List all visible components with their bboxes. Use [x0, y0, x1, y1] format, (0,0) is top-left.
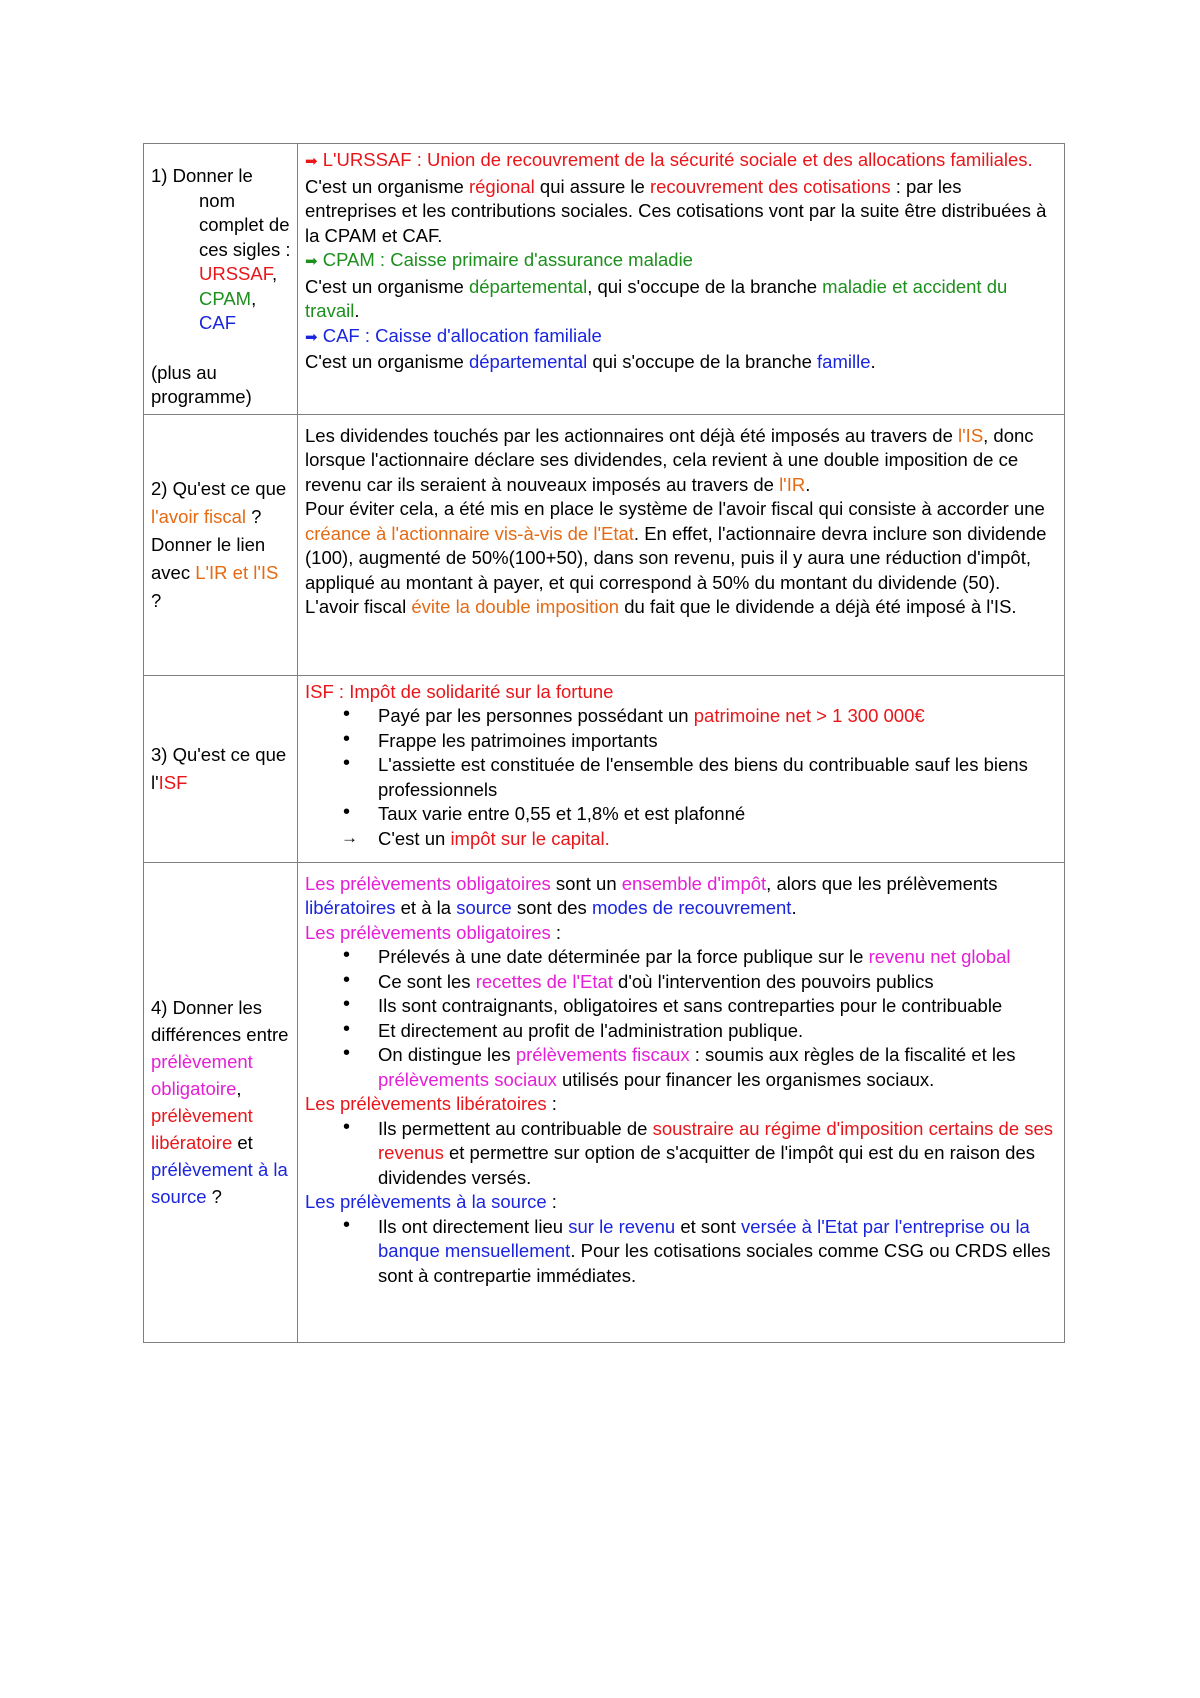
- arrow-icon: ➡: [305, 253, 318, 270]
- avoir-fiscal-p3: L'avoir fiscal évite la double imposition du fait que le dividende a déjà été imposé à l'IS.: [305, 596, 1017, 617]
- list-item: • L'assiette est constituée de l'ensemble des biens du contribuable sauf les biens professionnels: [378, 753, 1058, 802]
- question-1-note: (plus au programme): [151, 361, 252, 407]
- question-cell-4: [144, 862, 298, 1342]
- table-row: [144, 675, 1065, 862]
- list-item: • Ils sont contraignants, obligatoires et sans contreparties pour le contribuable: [378, 994, 1058, 1019]
- answer-cell-2: [298, 414, 1065, 675]
- list-item: • Prélevés à une date déterminée par la force publique sur le revenu net global: [378, 945, 1058, 970]
- acronym-cpam: CPAM: [199, 287, 252, 309]
- arrow-icon: ➡: [305, 153, 318, 170]
- caf-title: ➡ CAF : Caisse d'allocation familiale: [305, 324, 602, 346]
- table-row: [144, 144, 1065, 415]
- question-cell-2: [144, 414, 298, 675]
- question-3: 3) Qu'est ce que l'ISF: [151, 743, 287, 793]
- arrow-icon: ➡: [305, 328, 318, 346]
- table-row: [144, 414, 1065, 675]
- table-row: [144, 862, 1065, 1342]
- answer-cell-1: [298, 144, 1065, 415]
- list-item: • Ils ont directement lieu sur le revenu et sont versée à l'Etat par l'entreprise ou la banque mensuellement. Pour les cotisations sociales comme CSG ou CRDS elles sont à contrepartie immédiates.: [378, 1215, 1058, 1289]
- cpam-title: ➡ CPAM : Caisse primaire d'assurance maladie: [305, 249, 693, 270]
- avoir-fiscal-p2: Pour éviter cela, a été mis en place le système de l'avoir fiscal qui consiste à accorder une créance à l'actionnaire vis-à-vis de l'Etat. En effet, l'actionnaire devra inclure son dividende (100), augmenté de 50%(100+50), dans son revenu, puis il y aura une réduction d'impôt, appliqué au montant à payer, et qui correspond à 50% du montant du dividende (50).: [305, 498, 1047, 593]
- acronym-urssaf: URSSAF: [199, 263, 272, 284]
- qa-table: [143, 143, 1065, 1343]
- question-cell-1: [144, 144, 298, 415]
- urssaf-description: C'est un organisme régional qui assure le recouvrement des cotisations : par les entreprises et les contributions sociales. Ces cotisations vont par la suite être distribuées à la CPAM et CAF.: [305, 175, 1047, 246]
- ps-heading: Les prélèvements à la source :: [305, 1191, 557, 1212]
- cpam-description: C'est un organisme départemental, qui s'occupe de la branche maladie et accident du travail.: [305, 275, 1008, 321]
- prelevements-intro: Les prélèvements obligatoires sont un ensemble d'impôt, alors que les prélèvements libératoires et à la source sont des modes de recouvrement.: [305, 872, 998, 918]
- pl-list: [305, 1117, 1058, 1191]
- isf-list: [305, 704, 1058, 851]
- ps-list: [305, 1215, 1058, 1289]
- po-list: [305, 945, 1058, 1092]
- question-4: 4) Donner les différences entre prélèvement obligatoire, prélèvement libératoire et prélèvement à la source ?: [151, 997, 289, 1207]
- question-2-link: Donner le lien avec L'IR et l'IS ?: [151, 533, 279, 611]
- acronym-caf: CAF: [199, 312, 236, 333]
- pl-heading: Les prélèvements libératoires :: [305, 1093, 557, 1114]
- answer-cell-4: [298, 862, 1065, 1342]
- question-cell-3: [144, 675, 298, 862]
- list-item: • Ce sont les recettes de l'Etat d'où l'intervention des pouvoirs publics: [378, 970, 1058, 995]
- list-item: • Taux varie entre 0,55 et 1,8% et est plafonné: [378, 802, 1058, 827]
- list-item: • Ils permettent au contribuable de soustraire au régime d'imposition certains de ses revenus et permettre sur option de s'acquitter de l'impôt qui est du en raison des dividendes versés.: [378, 1117, 1058, 1191]
- caf-description: C'est un organisme départemental qui s'occupe de la branche famille.: [305, 351, 876, 372]
- urssaf-title: ➡ L'URSSAF : Union de recouvrement de la sécurité sociale et des allocations familiales.: [305, 149, 1033, 170]
- list-item: • Payé par les personnes possédant un patrimoine net > 1 300 000€: [378, 704, 1058, 729]
- answer-cell-3: [298, 675, 1065, 862]
- question-1: 1) Donner le nom complet de ces sigles : URSSAF, CPAM, CAF: [151, 165, 291, 333]
- list-item: • On distingue les prélèvements fiscaux : soumis aux règles de la fiscalité et les prélèvements sociaux utilisés pour financer les organismes sociaux.: [378, 1043, 1058, 1092]
- list-item: • Frappe les patrimoines importants: [378, 729, 1058, 754]
- list-item: → C'est un impôt sur le capital.: [378, 827, 1058, 852]
- list-item: • Et directement au profit de l'administration publique.: [378, 1019, 1058, 1044]
- question-2: 2) Qu'est ce que l'avoir fiscal ?: [151, 477, 287, 527]
- po-heading: Les prélèvements obligatoires :: [305, 921, 562, 943]
- avoir-fiscal-p1: Les dividendes touchés par les actionnaires ont déjà été imposés au travers de l'IS, donc lorsque l'actionnaire déclare ses dividendes, cela revient à une double imposition de ce revenu car ils seraient à nouveaux imposés au travers de l'IR.: [305, 424, 1034, 495]
- isf-title: ISF : Impôt de solidarité sur la fortune: [305, 680, 614, 702]
